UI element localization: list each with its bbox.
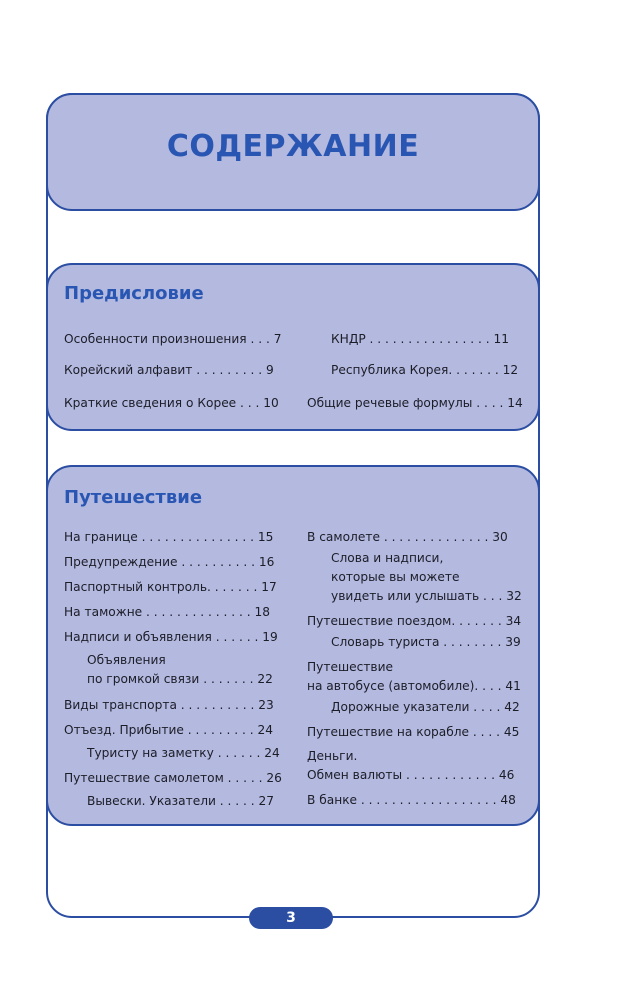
toc-entry: Дорожные указатели . . . . 42	[331, 700, 520, 714]
toc-entry: Краткие сведения о Корее . . . 10	[64, 396, 279, 410]
toc-entry: по громкой связи . . . . . . . 22	[87, 672, 273, 686]
toc-entry: На границе . . . . . . . . . . . . . . . 15	[64, 530, 274, 544]
title-banner	[46, 93, 540, 211]
toc-entry: Республика Корея. . . . . . . 12	[331, 363, 519, 377]
section-preface	[46, 263, 540, 431]
toc-entry: Путешествие	[307, 660, 394, 674]
page-title: СОДЕРЖАНИЕ	[166, 129, 420, 164]
toc-entry: Виды транспорта . . . . . . . . . . 23	[64, 698, 274, 712]
toc-entry: Паспортный контроль. . . . . . . 17	[64, 580, 277, 594]
toc-entry: Путешествие самолетом . . . . . 26	[64, 771, 282, 785]
toc-entry: увидеть или услышать . . . 32	[331, 589, 522, 603]
toc-entry: КНДР . . . . . . . . . . . . . . . . 11	[331, 332, 510, 346]
toc-entry: Вывески. Указатели . . . . . 27	[87, 794, 275, 808]
toc-entry: которые вы можете	[331, 570, 460, 584]
toc-entry: В банке . . . . . . . . . . . . . . . . . . 48	[307, 793, 516, 807]
toc-entry: Путешествие на корабле . . . . 45	[307, 725, 520, 739]
section-title-preface: Предисловие	[64, 283, 204, 304]
toc-entry: В самолете . . . . . . . . . . . . . . 30	[307, 530, 508, 544]
toc-entry: Деньги.	[307, 749, 358, 763]
section-title-travel: Путешествие	[64, 487, 203, 508]
toc-entry: Словарь туриста . . . . . . . . 39	[331, 635, 521, 649]
toc-entry: На таможне . . . . . . . . . . . . . . 18	[64, 605, 271, 619]
toc-entry: Объявления	[87, 653, 166, 667]
toc-entry: на автобусе (автомобиле). . . . 41	[307, 679, 521, 693]
toc-entry: Отъезд. Прибытие . . . . . . . . . 24	[64, 723, 274, 737]
toc-entry: Туристу на заметку . . . . . . 24	[87, 746, 280, 760]
toc-entry: Обмен валюты . . . . . . . . . . . . 46	[307, 768, 515, 782]
page-number: 3	[249, 907, 333, 929]
toc-entry: Путешествие поездом. . . . . . . 34	[307, 614, 522, 628]
toc-entry: Корейский алфавит . . . . . . . . . 9	[64, 363, 274, 377]
toc-entry: Общие речевые формулы . . . . 14	[307, 396, 523, 410]
section-travel	[46, 465, 540, 826]
toc-entry: Особенности произношения . . . 7	[64, 332, 282, 346]
toc-entry: Слова и надписи,	[331, 551, 444, 565]
toc-entry: Надписи и объявления . . . . . . 19	[64, 630, 278, 644]
toc-entry: Предупреждение . . . . . . . . . . 16	[64, 555, 275, 569]
